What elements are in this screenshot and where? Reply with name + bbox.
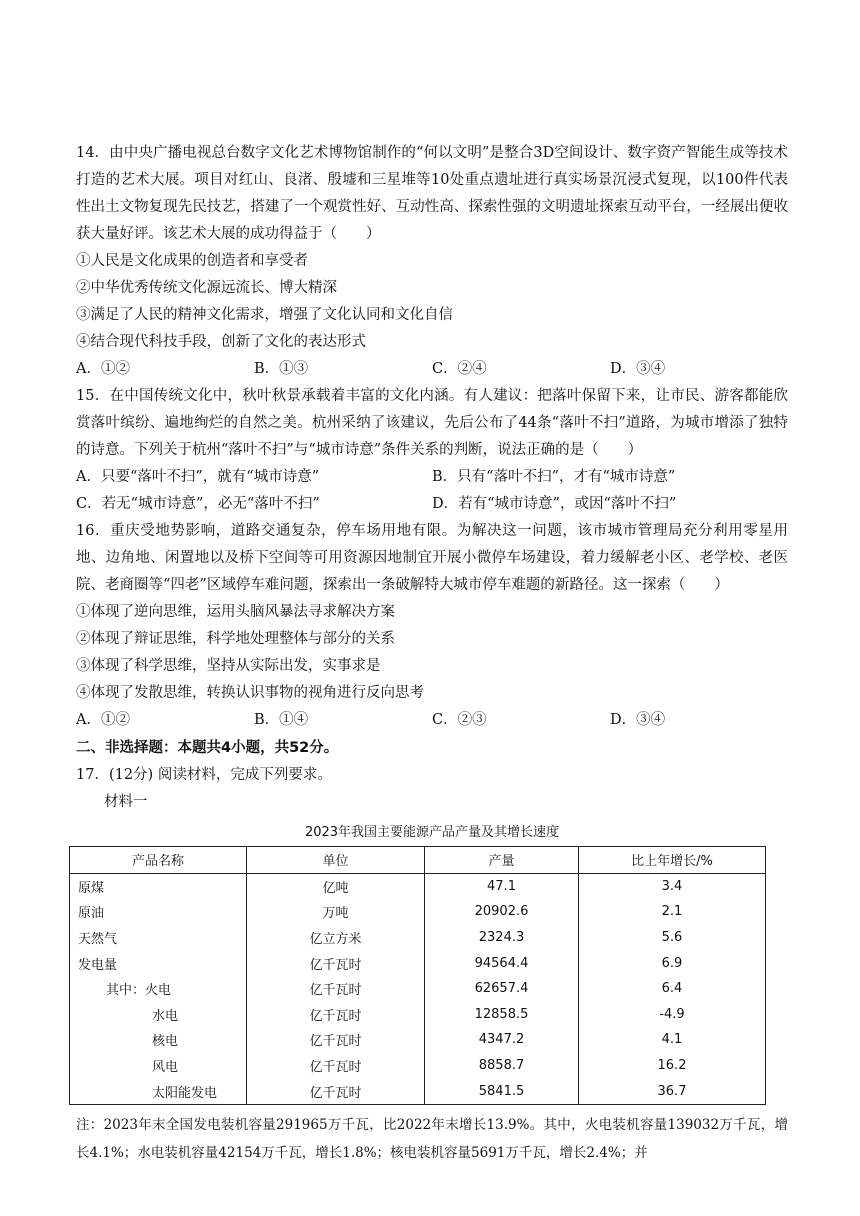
q15-options-row-1 <box>76 464 788 491</box>
cell-unit: 亿千瓦时 <box>247 1053 425 1079</box>
header-output: 产量 <box>425 847 579 874</box>
cell-growth: 5.6 <box>579 925 766 951</box>
cell-name: 太阳能发电 <box>70 1078 247 1104</box>
section-2-heading: 二、非选择题：本题共4小题，共52分。 <box>76 740 339 756</box>
material-1-label: 材料一 <box>104 794 148 810</box>
q14-option-d: D．③④ <box>610 361 666 377</box>
header-product: 产品名称 <box>70 847 247 874</box>
q16-statement-3: ③体现了科学思维，坚持从实际出发，实事求是 <box>76 658 381 674</box>
q14-statement-3: ③满足了人民的精神文化需求，增强了文化认同和文化自信 <box>76 307 453 323</box>
cell-growth: 16.2 <box>579 1053 766 1079</box>
question-16-stem: 16．重庆受地势影响，道路交通复杂，停车场用地有限。为解决这一问题，该市城市管理局充分利用零星用地、边角地、闲置地以及桥下空间等可用资源因地制宜开展小微停车场建设，着力缓解老小区、老学校、老医院、老商圈等“四老”区域停车难问题，探索出一条破解特大城市停车难题的新路径。这一探索（ ） <box>76 523 788 593</box>
q16-option-c: C．②③ <box>432 712 487 728</box>
cell-name: 核电 <box>70 1027 247 1053</box>
cell-growth: -4.9 <box>579 1002 766 1028</box>
cell-unit: 亿千瓦时 <box>247 1002 425 1028</box>
cell-name: 原煤 <box>70 873 247 899</box>
question-14-stem: 14．由中央广播电视总台数字文化艺术博物馆制作的“何以文明”是整合3D空间设计、数字资产智能生成等技术打造的艺术大展。项目对红山、良渚、殷墟和三星堆等10处重点遗址进行真实场景沉浸式复现，以100件代表性出土文物复现先民技艺，搭建了一个观赏性好、互动性高、探索性强的文明遗址探索互动平台，一经展出便收获大量好评。该艺术大展的成功得益于（ ） <box>76 145 788 242</box>
cell-growth: 6.4 <box>579 976 766 1002</box>
table-row <box>70 1078 766 1104</box>
cell-output: 20902.6 <box>425 899 579 925</box>
table-row <box>70 950 766 976</box>
table-row <box>70 1053 766 1079</box>
cell-name: 原油 <box>70 899 247 925</box>
cell-growth: 6.9 <box>579 950 766 976</box>
cell-output: 2324.3 <box>425 925 579 951</box>
table-caption: 2023年我国主要能源产品产量及其增长速度 <box>304 825 560 840</box>
q15-option-d: D．若有“城市诗意”，或因“落叶不扫” <box>432 496 677 512</box>
q14-statement-2: ②中华优秀传统文化源远流长、博大精深 <box>76 280 337 296</box>
cell-name: 风电 <box>70 1053 247 1079</box>
cell-unit: 亿千瓦时 <box>247 1078 425 1104</box>
q16-statement-2: ②体现了辩证思维，科学地处理整体与部分的关系 <box>76 631 395 647</box>
q16-option-b: B．①④ <box>254 712 309 728</box>
q16-statement-4: ④体现了发散思维，转换认识事物的视角进行反向思考 <box>76 685 424 701</box>
table-row <box>70 899 766 925</box>
exam-page <box>76 140 788 1167</box>
cell-unit: 亿吨 <box>247 873 425 899</box>
cell-output: 47.1 <box>425 873 579 899</box>
cell-output: 8858.7 <box>425 1053 579 1079</box>
q16-statement-1: ①体现了逆向思维，运用头脑风暴法寻求解决方案 <box>76 604 395 620</box>
table-row <box>70 1002 766 1028</box>
q15-option-c: C．若无“城市诗意”，必无“落叶不扫” <box>76 496 320 512</box>
q15-options-row-2 <box>76 491 788 518</box>
table-row <box>70 873 766 899</box>
question-15-stem: 15．在中国传统文化中，秋叶秋景承载着丰富的文化内涵。有人建议：把落叶保留下来，让市民、游客都能欣赏落叶缤纷、遍地绚烂的自然之美。杭州采纳了该建议，先后公布了44条“落叶不扫”道路，为城市增添了独特的诗意。下列关于杭州“落叶不扫”与“城市诗意”条件关系的判断，说法正确的是（ ） <box>76 388 788 458</box>
table-row <box>70 925 766 951</box>
q14-statement-1: ①人民是文化成果的创造者和享受者 <box>76 253 308 269</box>
cell-name: 其中：火电 <box>70 976 247 1002</box>
q14-option-b: B．①③ <box>254 361 309 377</box>
cell-output: 94564.4 <box>425 950 579 976</box>
cell-unit: 亿千瓦时 <box>247 976 425 1002</box>
cell-unit: 亿千瓦时 <box>247 950 425 976</box>
cell-output: 5841.5 <box>425 1078 579 1104</box>
cell-name: 发电量 <box>70 950 247 976</box>
cell-unit: 万吨 <box>247 899 425 925</box>
q14-options <box>76 356 788 383</box>
q14-option-c: C．②④ <box>432 361 487 377</box>
energy-table <box>69 846 766 1105</box>
q16-option-a: A．①② <box>76 712 130 728</box>
q16-option-d: D．③④ <box>610 712 666 728</box>
table-header-row <box>70 847 766 874</box>
cell-growth: 4.1 <box>579 1027 766 1053</box>
q16-options <box>76 707 788 734</box>
q14-statement-4: ④结合现代科技手段，创新了文化的表达形式 <box>76 334 366 350</box>
cell-output: 4347.2 <box>425 1027 579 1053</box>
cell-unit: 亿千瓦时 <box>247 1027 425 1053</box>
header-growth: 比上年增长/% <box>579 847 766 874</box>
q15-option-a: A．只要“落叶不扫”，就有“城市诗意” <box>76 469 320 485</box>
table-note: 注：2023年末全国发电装机容量291965万千瓦，比2022年末增长13.9%。其中，火电装机容量139032万千瓦，增长4.1%；水电装机容量42154万千瓦，增长1.8%；核电装机容量5691万千瓦，增长2.4%；并 <box>76 1116 788 1161</box>
cell-growth: 2.1 <box>579 899 766 925</box>
table-row <box>70 976 766 1002</box>
q14-option-a: A．①② <box>76 361 130 377</box>
table-row <box>70 1027 766 1053</box>
cell-output: 62657.4 <box>425 976 579 1002</box>
cell-growth: 36.7 <box>579 1078 766 1104</box>
cell-name: 水电 <box>70 1002 247 1028</box>
cell-output: 12858.5 <box>425 1002 579 1028</box>
cell-name: 天然气 <box>70 925 247 951</box>
q15-option-b: B．只有“落叶不扫”，才有“城市诗意” <box>432 469 676 485</box>
cell-unit: 亿立方米 <box>247 925 425 951</box>
question-17-stem: 17．(12分) 阅读材料，完成下列要求。 <box>76 767 332 783</box>
cell-growth: 3.4 <box>579 873 766 899</box>
header-unit: 单位 <box>247 847 425 874</box>
